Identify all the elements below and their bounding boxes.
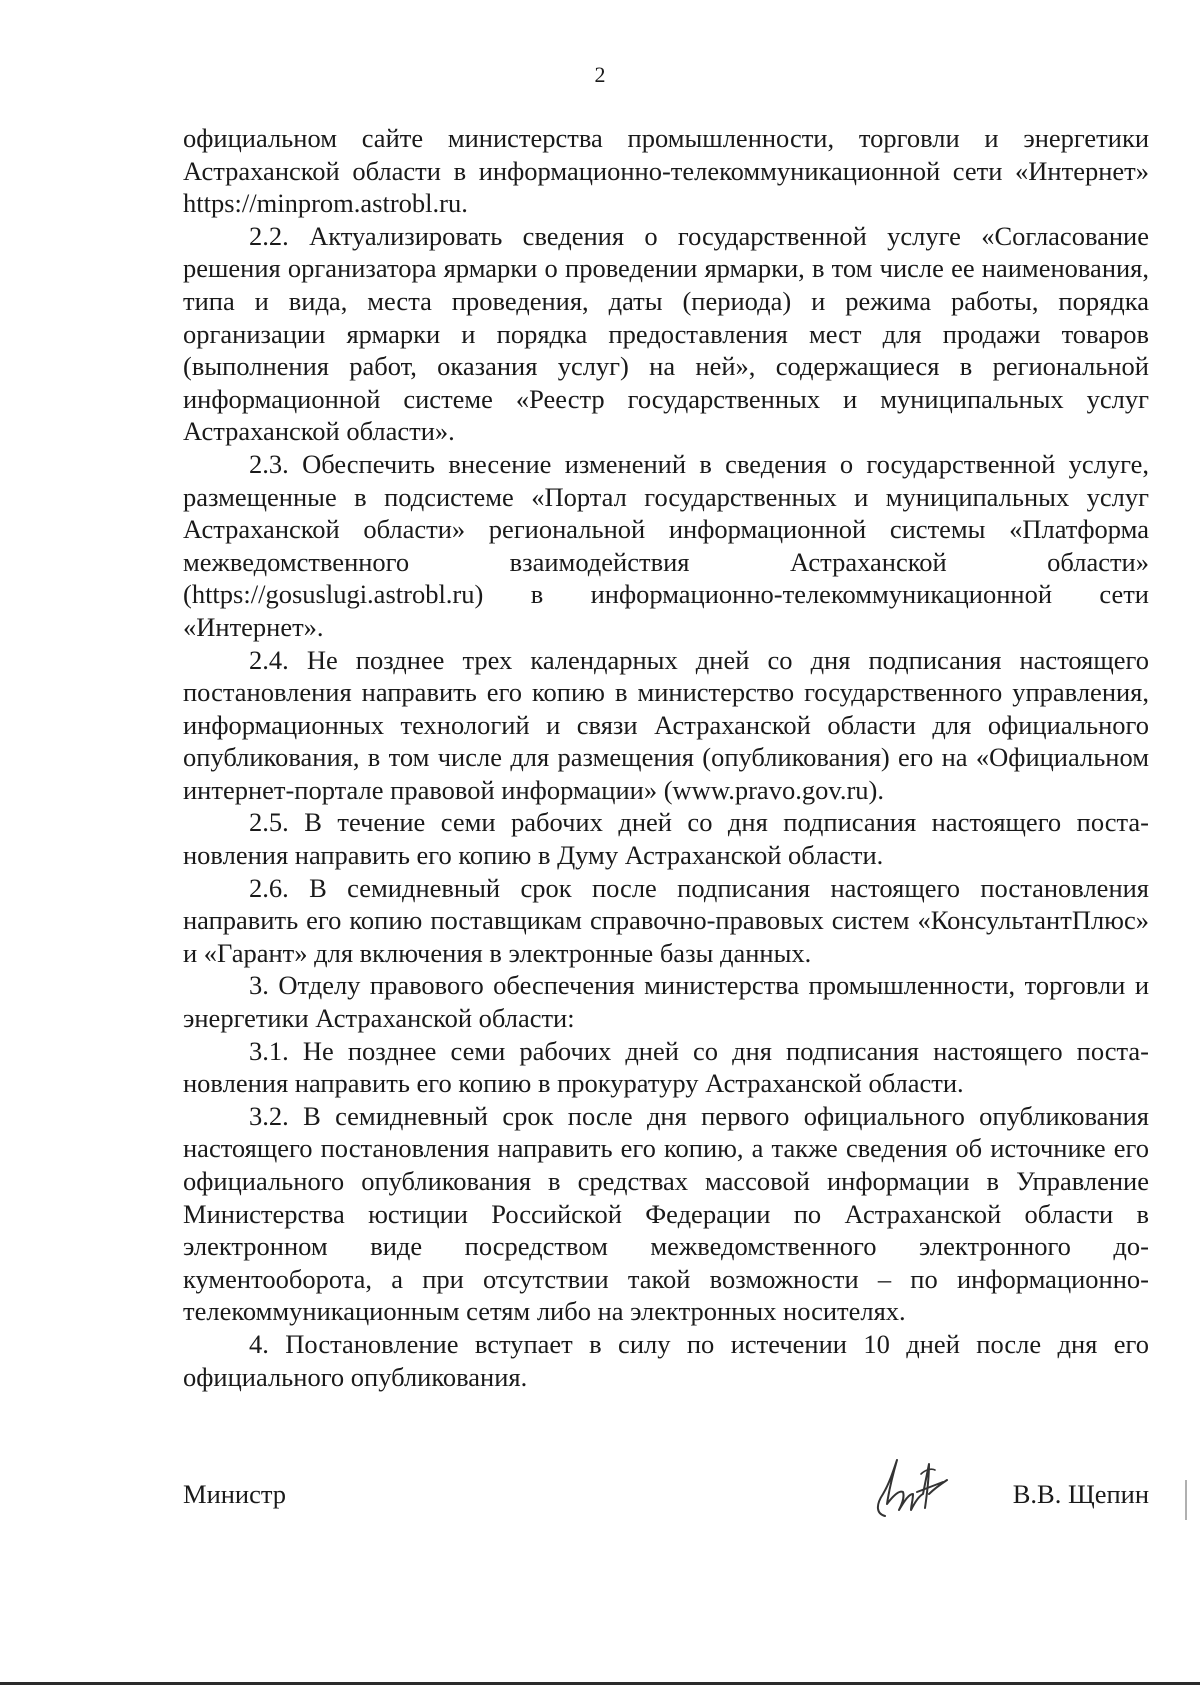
- paragraph-continuation: официальном сайте министерства промышленности, торговли и энергетики Астраханской области в информационно-телекоммуникационной сети «Интернет» https://minprom.astrobl.ru.: [183, 123, 1149, 219]
- signer-name: В.В. Щепин: [1012, 1479, 1149, 1509]
- paragraph-3: 3. Отделу правового обеспечения министерства промышленности, торговли и энергетики Астраханской области:: [183, 970, 1149, 1034]
- paragraph-3-2: 3.2. В семидневный срок после дня первого официального опубликования настоящего постановления направить его копию, а также сведения об источнике его официального опубликования в средствах массовой информации в Управление Министерства юстиции Российской Федерации по Астраханской области в электронном виде посредством межведомственного электронного документооборота, а при отсутствии такой возможности – по информационно-телекоммуникационным сетям либо на электронных носителях.: [183, 1100, 1149, 1327]
- paragraph-2-3: 2.3. Обеспечить внесение изменений в сведения о государственной услуге, размещенные в подсистеме «Портал государственных и муниципальных услуг Астраханской области» региональной информационной системы «Платформа межведомственного взаимодействия Астраханской области» (https://gosuslugi.astrobl.ru) в информационно-телекоммуникационной сети «Интернет».: [183, 448, 1149, 642]
- signer-title: Министр: [183, 1479, 287, 1509]
- handwritten-signature: [863, 1454, 953, 1524]
- paragraph-2-6: 2.6. В семидневный срок после подписания настоящего постановления направить его копию поставщикам справочно-правовых систем «КонсультантПлюс» и «Гарант» для включения в электронные базы данных.: [183, 872, 1149, 968]
- paragraph-4: 4. Постановление вступает в силу по истечении 10 дней после дня его официального опубликования.: [183, 1328, 1149, 1392]
- signature-block: [183, 1472, 1149, 1532]
- scan-artifact: [1185, 1480, 1187, 1520]
- page-number: 2: [594, 62, 606, 87]
- bottom-edge-line: [0, 1682, 1200, 1685]
- paragraph-2-4: 2.4. Не позднее трех календарных дней со дня подписания настоящего постановления направить его копию в министерство государственного управления, информационных технологий и связи Астраханской области для официального опубликования, в том числе для размещения (опубликования) его на «Официальном интернет-портале правовой информации» (www.pravo.gov.ru).: [183, 644, 1149, 805]
- document-body: [183, 122, 1149, 1393]
- paragraph-2-5: 2.5. В течение семи рабочих дней со дня подписания настоящего постановления направить его копию в Думу Астраханской области.: [183, 807, 1149, 871]
- paragraph-3-1: 3.1. Не позднее семи рабочих дней со дня подписания настоящего постановления направить его копию в прокуратуру Астраханской области.: [183, 1035, 1149, 1099]
- paragraph-2-2: 2.2. Актуализировать сведения о государственной услуге «Согласование решения организатора ярмарки о проведении ярмарки, в том числе ее наименования, типа и вида, места проведения, даты (периода) и режима работы, порядка организации ярмарки и порядка предоставления мест для продажи товаров (выполнения работ, оказания услуг) на ней», содержащиеся в региональной информационной системе «Реестр государственных и муниципальных услуг Астраханской области».: [183, 220, 1149, 447]
